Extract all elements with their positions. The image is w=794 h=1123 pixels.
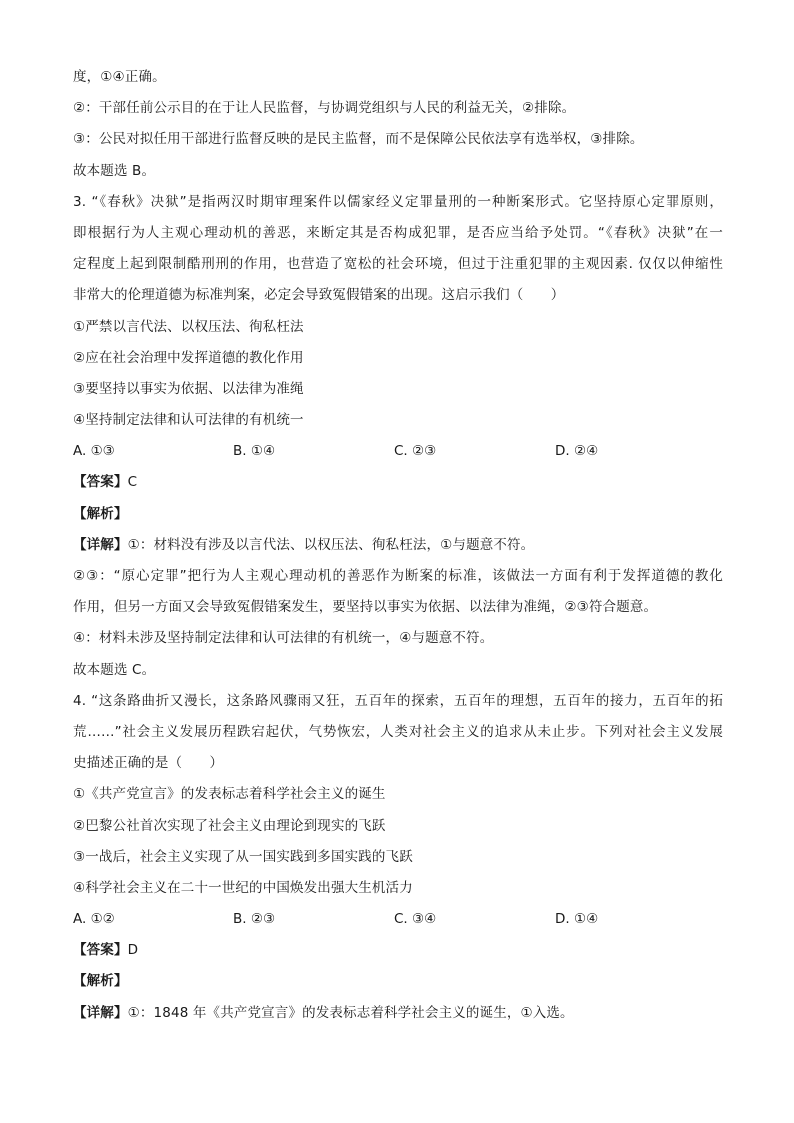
answer-value: D xyxy=(127,942,139,959)
question-3-stem: 非常大的伦理道德为标准判案，必定会导致冤假错案的出现。这启示我们（ ） xyxy=(73,287,565,304)
question-4-analysis xyxy=(73,966,723,997)
question-3-item: ③要坚持以事实为依据、以法律为准绳 xyxy=(73,380,304,397)
question-3-item: ②应在社会治理中发挥道德的教化作用 xyxy=(73,349,304,366)
option-a: A. ①③ xyxy=(73,443,115,460)
question-3-answer xyxy=(73,467,723,498)
question-3-detail: 故本题选 C。 xyxy=(73,661,156,678)
analysis-tag: 【解析】 xyxy=(73,973,128,990)
question-4-item: ③一战后，社会主义实现了从一国实践到多国实践的飞跃 xyxy=(73,848,413,865)
question-4-item: ①《共产党宣言》的发表标志着科学社会主义的诞生 xyxy=(73,786,386,803)
question-3-options xyxy=(73,436,723,467)
question-3-stem: 定程度上起到限制酷刑刑的作用，也营造了宽松的社会环境，但过于注重犯罪的主观因素. 仅仅以伸缩性 xyxy=(73,256,723,273)
answer-tag: 【答案】 xyxy=(73,474,128,491)
option-d: D. ②④ xyxy=(555,443,599,460)
question-3-detail: ②③：“原心定罪”把行为人主观心理动机的善恶作为断案的标准，该做法一方面有利于发挥道德的教化 xyxy=(73,568,723,584)
detail-text: ①：材料没有涉及以言代法、以权压法、徇私枉法，①与题意不符。 xyxy=(127,536,535,553)
document-page xyxy=(73,62,723,1029)
question-3-item: ①严禁以言代法、以权压法、徇私枉法 xyxy=(73,318,304,335)
question-3-analysis xyxy=(73,499,723,530)
option-a: A. ①② xyxy=(73,911,115,928)
question-3-detail: ④：材料未涉及坚持制定法律和认可法律的有机统一，④与题意不符。 xyxy=(73,630,494,647)
question-4-item: ②巴黎公社首次实现了社会主义由理论到现实的飞跃 xyxy=(73,817,386,834)
option-d: D. ①④ xyxy=(555,911,599,928)
question-4-answer xyxy=(73,935,723,966)
option-c: C. ③④ xyxy=(394,911,437,928)
question-4-detail xyxy=(73,998,723,1029)
text-line: ③：公民对拟任用干部进行监督反映的是民主监督，而不是保障公民依法享有选举权，③排除。 xyxy=(73,131,644,148)
question-3-detail xyxy=(73,530,723,561)
analysis-tag: 【解析】 xyxy=(73,505,128,522)
question-3-detail: 作用，但另一方面又会导致冤假错案发生，要坚持以事实为依据、以法律为准绳，②③符合题意。 xyxy=(73,599,658,616)
option-b: B. ②③ xyxy=(233,911,276,928)
question-3-stem: 即根据行为人主观心理动机的善恶，来断定其是否构成犯罪，是否应当给予处罚。“《春秋》决狱”在一 xyxy=(73,224,723,241)
option-c: C. ②③ xyxy=(394,443,437,460)
text-line: ②：干部任前公示目的在于让人民监督，与协调党组织与人民的利益无关，②排除。 xyxy=(73,100,576,117)
text-line: 度，①④正确。 xyxy=(73,69,166,85)
text-line: 故本题选 B。 xyxy=(73,162,156,179)
question-4-stem: 荒……”社会主义发展历程跌宕起伏，气势恢宏，人类对社会主义的追求从未止步。下列对社会主义发展 xyxy=(73,723,723,740)
question-4-stem: 4. “这条路曲折又漫长，这条路风骤雨又狂，五百年的探索，五百年的理想，五百年的接力，五百年的拓 xyxy=(73,692,723,709)
question-4-stem: 史描述正确的是（ ） xyxy=(73,755,224,772)
question-4-item: ④科学社会主义在二十一世纪的中国焕发出强大生机活力 xyxy=(73,879,413,896)
question-3-stem: 3. “《春秋》决狱”是指两汉时期审理案件以儒家经义定罪量刑的一种断案形式。它坚持原心定罪原则， xyxy=(73,193,723,210)
detail-tag: 【详解】 xyxy=(73,536,128,553)
detail-text: ①：1848 年《共产党宣言》的发表标志着科学社会主义的诞生，①入选。 xyxy=(127,1004,574,1021)
question-4-options xyxy=(73,904,723,935)
option-b: B. ①④ xyxy=(233,443,276,460)
answer-tag: 【答案】 xyxy=(73,942,128,959)
question-3-item: ④坚持制定法律和认可法律的有机统一 xyxy=(73,412,304,429)
answer-value: C xyxy=(127,474,138,491)
detail-tag: 【详解】 xyxy=(73,1004,128,1021)
